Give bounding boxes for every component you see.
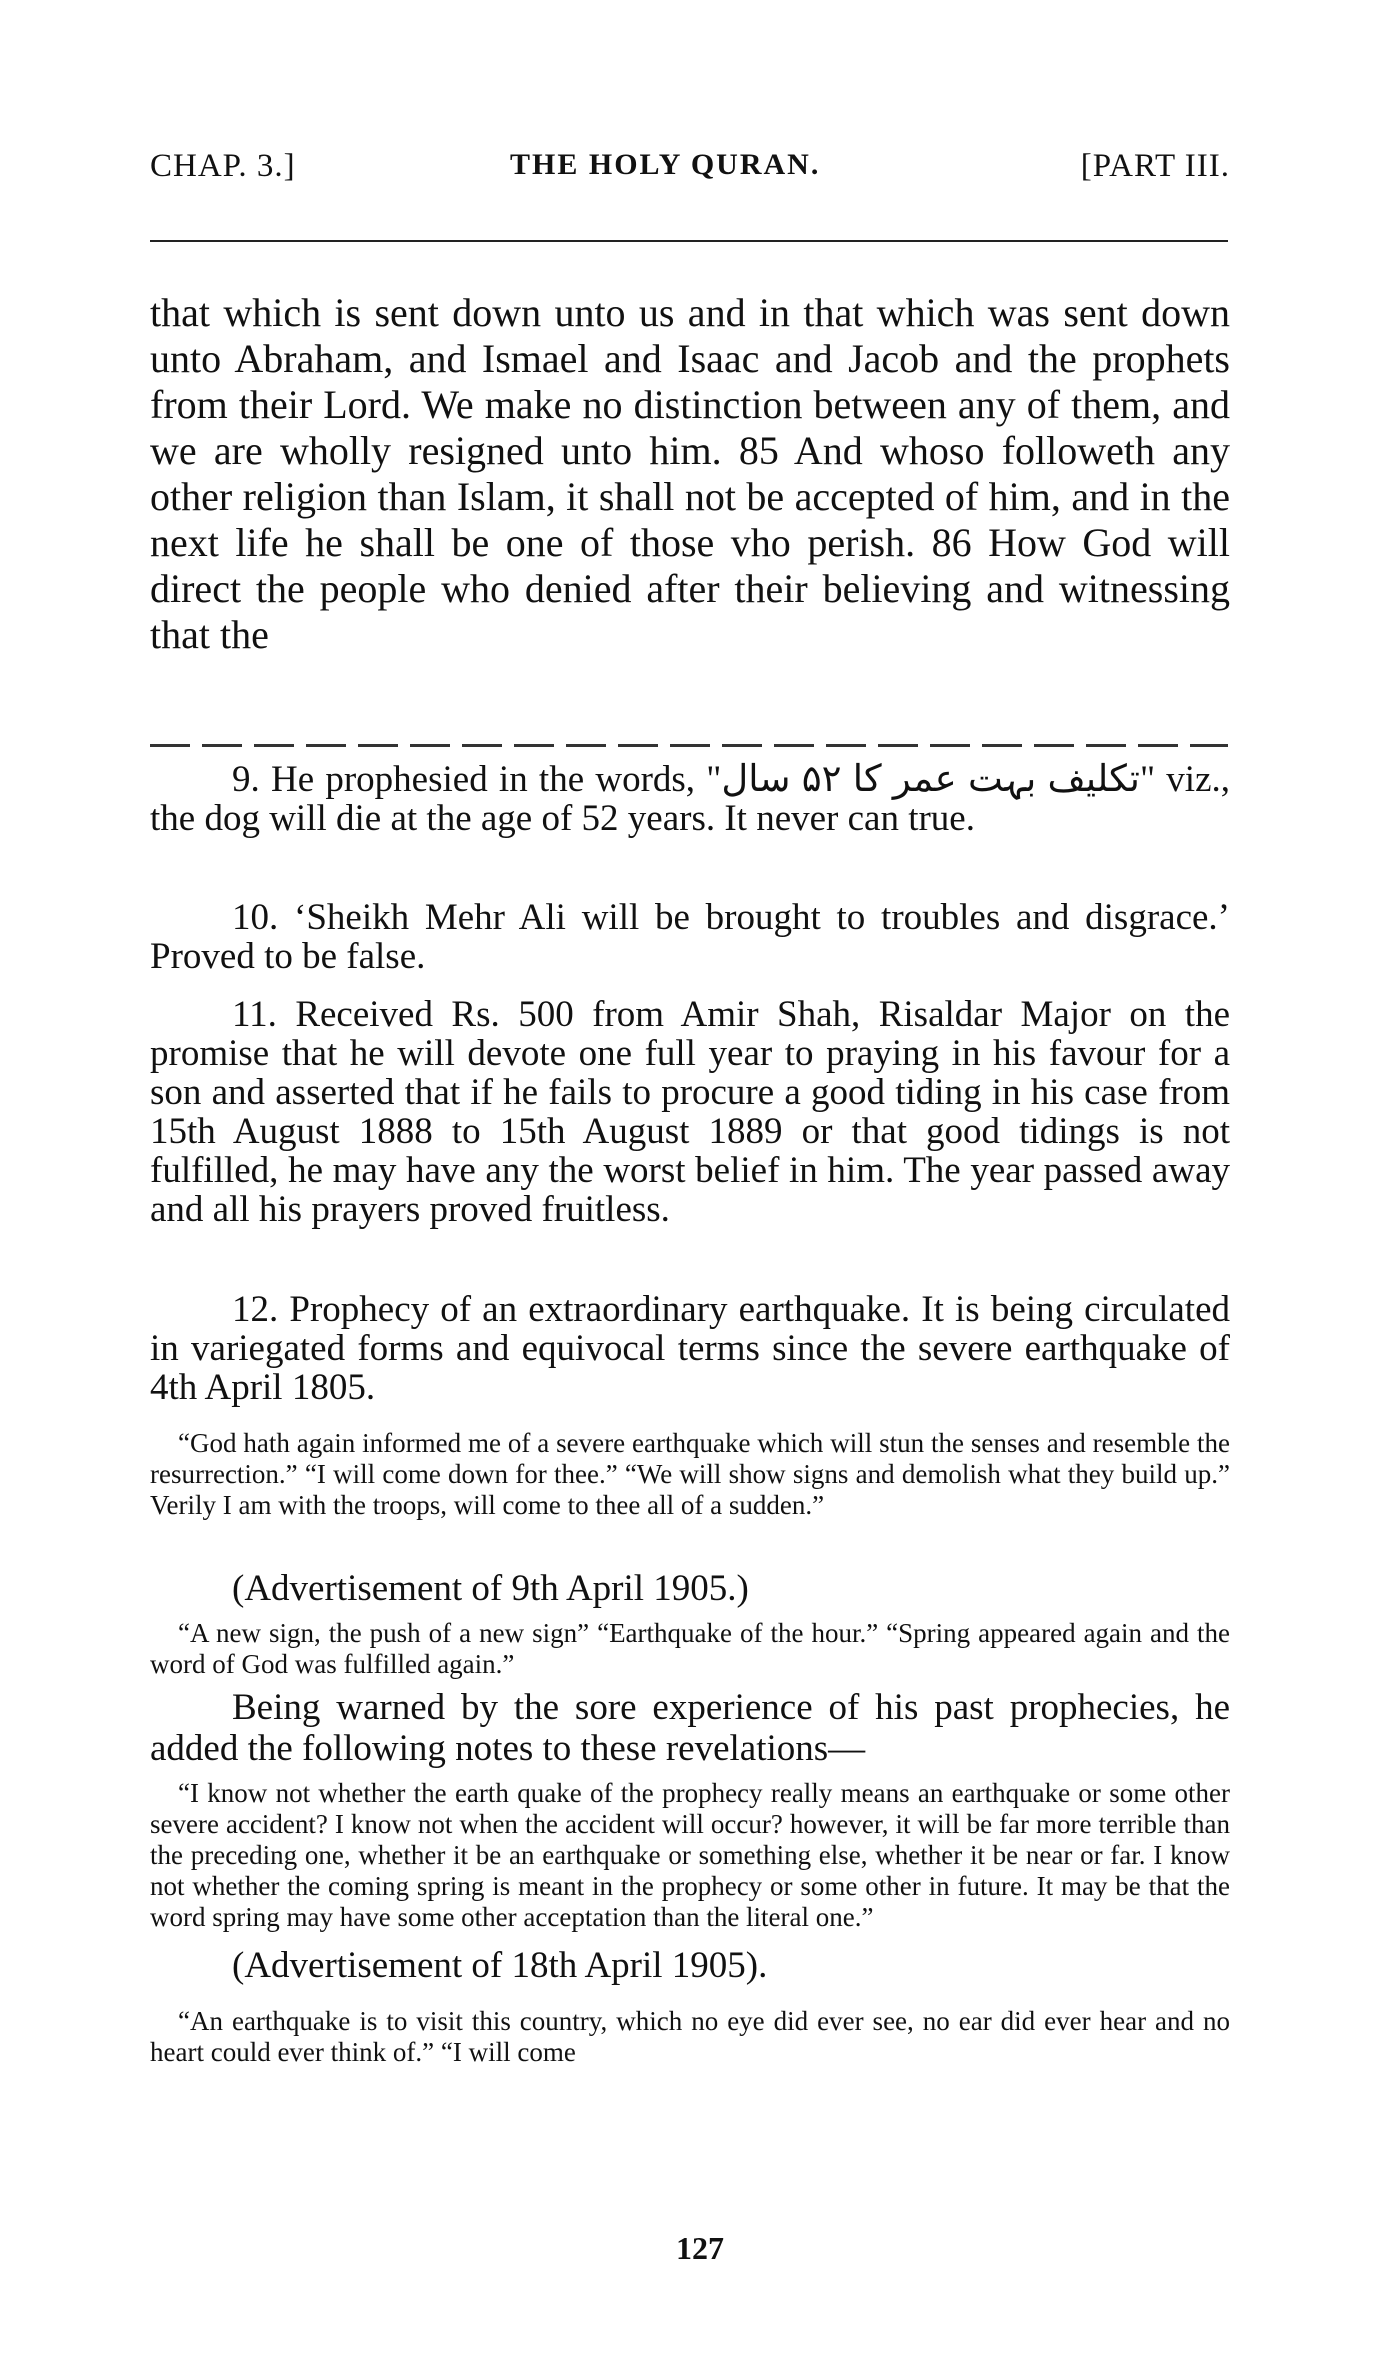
page-number: 127 bbox=[676, 2230, 724, 2266]
header-part: [PART III. bbox=[1080, 148, 1230, 184]
note-9: 9. He prophesied in the words, "تکلیف بہت عمر کا ۵۲ سال" viz., the dog will die at the age of 52 years. It never can true. bbox=[150, 759, 1230, 839]
quote-revelation-3: “An earthquake is to visit this country, which no eye did ever see, no ear did ever hear and no heart could ever think of.” “I will come bbox=[150, 2006, 1230, 2067]
note-10: 10. ‘Sheikh Mehr Ali will be brought to troubles and disgrace.’ Proved to be false. bbox=[150, 897, 1230, 977]
notes-divider bbox=[150, 744, 1228, 747]
note-12: 12. Prophecy of an extraordinary earthquake. It is being circulated in variegated forms and equivocal terms since the severe earthquake of 4th April 1805. bbox=[150, 1289, 1230, 1408]
quote-revelation-1: “God hath again informed me of a severe earthquake which will stun the senses and resemble the resurrection.” “I will come down for thee.” “We will show signs and demolish what they build up.” Verily I am with the troops, will come to thee all of a sudden.” bbox=[150, 1428, 1230, 1520]
main-text: that which is sent down unto us and in that which was sent down unto Abraham, and Ismael and Isaac and Jacob and the prophets from their Lord. We make no distinction between any of them, and we are wholly resigned unto him. 85 And whoso followeth any other religion than Islam, it shall not be accepted of him, and in the next life he shall be one of those vho perish. 86 How God will direct the people who denied after their believing and witnessing that the bbox=[150, 290, 1230, 657]
advertisement-heading-2: (Advertisement of 18th April 1905). bbox=[232, 1945, 768, 1986]
header-chapter: CHAP. 3.] bbox=[150, 148, 296, 184]
header-title: THE HOLY QURAN. bbox=[510, 148, 821, 181]
explanatory-paragraph: Being warned by the sore experience of his past prophecies, he added the following notes to these revelations— bbox=[150, 1687, 1230, 1769]
advertisement-heading-1: (Advertisement of 9th April 1905.) bbox=[232, 1568, 749, 1609]
note-11: 11. Received Rs. 500 from Amir Shah, Risaldar Major on the promise that he will devote one full year to praying in his favour for a son and asserted that if he fails to procure a good tiding in his case from 15th August 1888 to 15th August 1889 or that good tidings is not fulfilled, he may have any the worst belief in him. The year passed away and all his prayers proved fruitless. bbox=[150, 994, 1230, 1230]
quote-revelation-2: “A new sign, the push of a new sign” “Earthquake of the hour.” “Spring appeared again and the word of God was fulfilled again.” bbox=[150, 1618, 1230, 1679]
header-rule bbox=[150, 240, 1228, 242]
quote-notes: “I know not whether the earth quake of the prophecy really means an earthquake or some other severe accident? I know not when the accident will occur? however, it will be far more terrible than the preceding one, whether it be an earthquake or something else, whether it be near or far. I know not whether the coming spring is meant in the prophecy or some other in future. It may be that the word spring may have some other acceptation than the literal one.” bbox=[150, 1778, 1230, 1932]
